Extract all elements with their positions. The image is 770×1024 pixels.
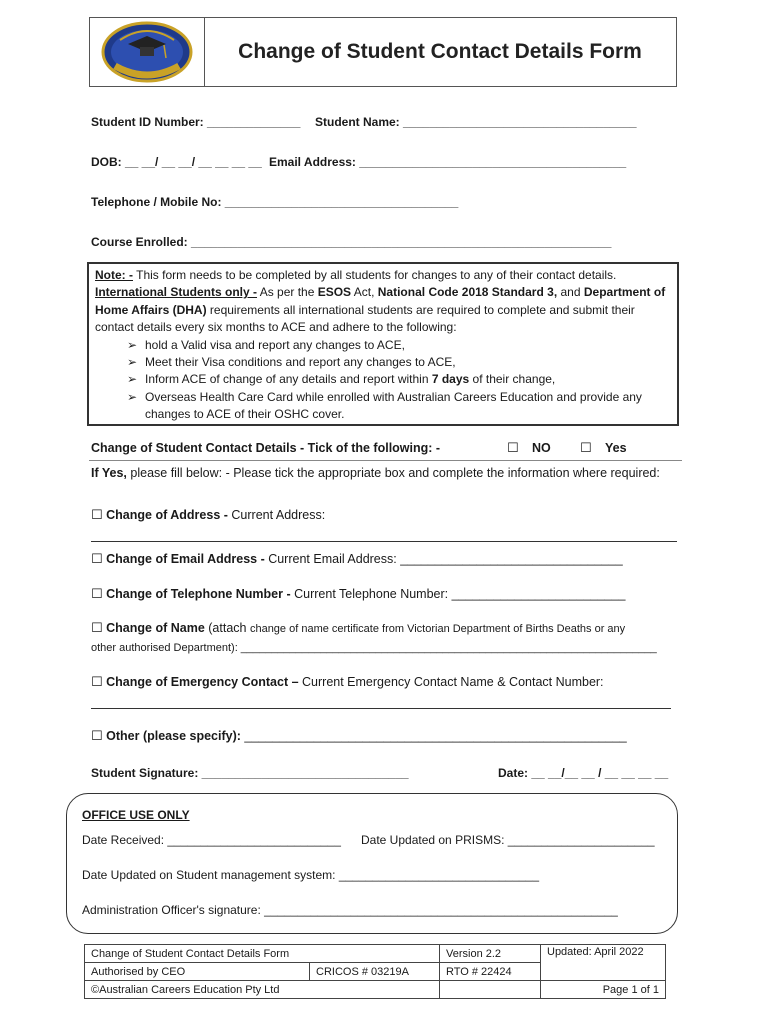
emergency-line[interactable]: [91, 708, 671, 709]
list-item: [127, 371, 671, 388]
dha-text: Department of Home Affairs (DHA): [95, 285, 666, 317]
email-address-field[interactable]: Email Address: ________________________________________: [269, 155, 627, 169]
list-item: ➢ hold a Valid visa and report any changes to ACE,: [127, 337, 671, 354]
footer-form-name: Change of Student Contact Details Form: [85, 945, 440, 963]
intl-text-1: As per the: [257, 285, 318, 300]
address-text: Current Address:: [227, 508, 326, 522]
yes-checkbox[interactable]: ☐: [580, 440, 592, 455]
seven-days-text: 7 days: [431, 372, 470, 387]
other-checkbox[interactable]: ☐: [91, 728, 103, 743]
email-label: Change of Email Address -: [106, 552, 265, 566]
other-label: Other (please specify):: [106, 729, 241, 743]
footer-empty-cell: [440, 981, 541, 999]
name-text: (attach: [204, 621, 250, 635]
other-line[interactable]: _______________________________________________________: [240, 729, 627, 743]
date-received-field[interactable]: Date Received: __________________________: [82, 833, 341, 847]
address-option: [91, 507, 325, 523]
footer-version: Version 2.2: [440, 945, 541, 963]
student-id-field[interactable]: Student ID Number: ______________: [91, 115, 301, 129]
page-title: Change of Student Contact Details Form: [238, 40, 642, 63]
address-label: Change of Address -: [106, 508, 228, 522]
dob-field[interactable]: DOB: __ __/ __ __/ __ __ __ __: [91, 155, 262, 169]
emergency-label: Change of Emergency Contact –: [106, 675, 299, 689]
bullet-text: Inform ACE of change of any details and report within: [145, 372, 432, 387]
date-sms-field[interactable]: Date Updated on Student management system: ______________________________: [82, 868, 540, 882]
name-text-detail: change of name certificate from Victorian Department of Births Deaths or any: [249, 623, 626, 635]
telephone-text[interactable]: Current Telephone Number: _________________________: [290, 587, 626, 601]
name-option: [91, 620, 625, 636]
date-prisms-field[interactable]: Date Updated on PRISMS: ______________________: [361, 833, 655, 847]
if-yes-text: please fill below: - Please tick the appropriate box and complete the information where required:: [126, 466, 660, 480]
change-section-heading: Change of Student Contact Details - Tick of the following: -: [91, 441, 441, 455]
telephone-option: [91, 586, 625, 602]
office-use-box: [66, 793, 678, 934]
telephone-checkbox[interactable]: ☐: [91, 586, 103, 601]
list-item: ➢ Meet their Visa conditions and report any changes to ACE,: [127, 354, 671, 371]
table-row: [85, 945, 666, 963]
no-checkbox[interactable]: ☐: [507, 440, 519, 455]
section-divider: [89, 460, 682, 461]
note-label: Note: -: [95, 268, 133, 282]
student-name-field[interactable]: Student Name: ___________________________________: [315, 115, 637, 129]
footer-rto: RTO # 22424: [440, 963, 541, 981]
course-enrolled-field[interactable]: Course Enrolled: _______________________________________________________________: [91, 235, 612, 249]
form-header: [89, 17, 677, 87]
intl-text-2: Act,: [351, 285, 378, 300]
address-checkbox[interactable]: ☐: [91, 507, 103, 522]
note-paragraph: [95, 267, 671, 284]
table-row: [85, 981, 666, 999]
if-yes-instruction: [91, 464, 681, 482]
emergency-checkbox[interactable]: ☐: [91, 674, 103, 689]
office-use-title: OFFICE USE ONLY: [82, 808, 190, 822]
footer-table: [84, 944, 666, 999]
footer-cricos: CRICOS # 03219A: [310, 963, 440, 981]
intl-text-3: and: [557, 285, 584, 300]
yes-label: Yes: [605, 441, 627, 455]
footer-authorised: Authorised by CEO: [85, 963, 310, 981]
telephone-field[interactable]: Telephone / Mobile No: ___________________________________: [91, 195, 459, 209]
esos-text: ESOS: [317, 285, 352, 300]
emergency-text: Current Emergency Contact Name & Contact Number:: [298, 675, 604, 689]
name-label: Change of Name: [106, 621, 205, 635]
international-paragraph: [95, 284, 671, 336]
telephone-label: Change of Telephone Number -: [106, 587, 291, 601]
footer-copyright: ©Australian Careers Education Pty Ltd: [85, 981, 440, 999]
name-checkbox[interactable]: ☐: [91, 620, 103, 635]
emergency-option: [91, 674, 604, 690]
bullet-text: of their change,: [469, 372, 556, 387]
name-other-line[interactable]: other authorised Department): ____________________________________________________________________: [91, 642, 657, 654]
student-signature-field[interactable]: Student Signature: _______________________________: [91, 766, 409, 780]
if-yes-label: If Yes,: [91, 466, 127, 480]
national-code-text: National Code 2018 Standard 3,: [377, 285, 558, 300]
signature-date-field[interactable]: Date: __ __/__ __ / __ __ __ __: [498, 766, 669, 780]
international-label: International Students only -: [95, 285, 258, 300]
note-text: This form needs to be completed by all students for changes to any of their contact details.: [133, 268, 617, 282]
email-text[interactable]: Current Email Address: ________________________________: [264, 552, 623, 566]
address-line[interactable]: [91, 541, 677, 542]
footer-page: Page 1 of 1: [541, 981, 666, 999]
no-label: NO: [532, 441, 551, 455]
note-box: [87, 262, 679, 426]
requirements-list: [95, 337, 671, 424]
footer-updated: Updated: April 2022: [541, 945, 666, 981]
logo-cell: [90, 18, 205, 86]
ace-logo: [90, 18, 204, 86]
email-checkbox[interactable]: ☐: [91, 551, 103, 566]
other-option: [91, 728, 627, 744]
list-item: ➢ Overseas Health Care Card while enrolled with Australian Careers Education and provide any changes to ACE of their OSHC cover.: [127, 389, 671, 424]
intl-text-4: requirements all international students are required to complete and submit their contact details every six months to ACE and adhere to the following:: [95, 302, 635, 335]
email-option: [91, 551, 623, 567]
admin-signature-field[interactable]: Administration Officer's signature: _____________________________________________________: [82, 903, 618, 917]
